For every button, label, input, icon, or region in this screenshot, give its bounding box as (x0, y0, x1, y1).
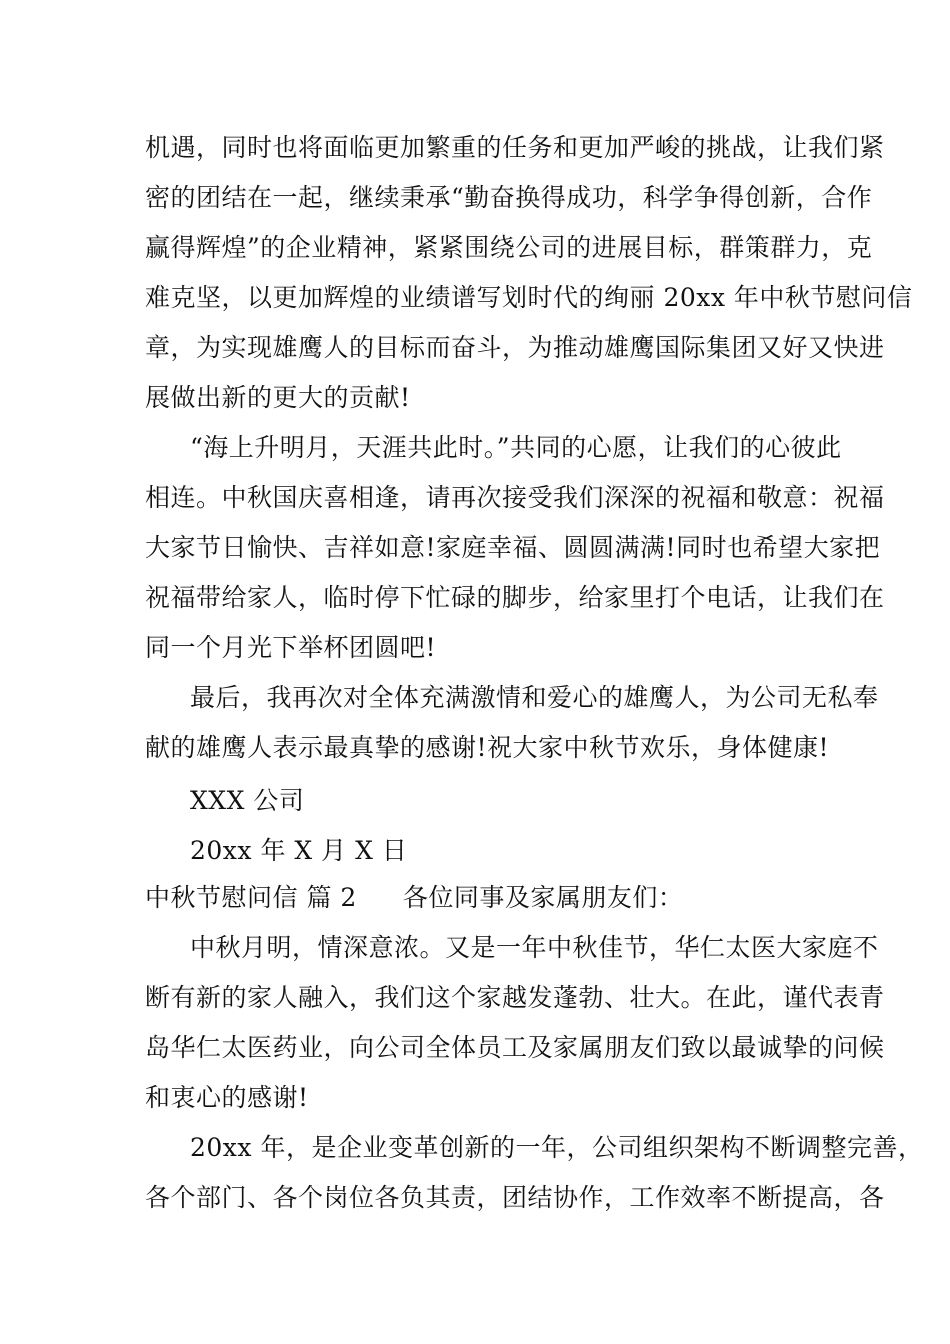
paragraph-line: 最后，我再次对全体充满激情和爱心的雄鹰人，为公司无私奉 (190, 683, 879, 712)
paragraph-line: 难克坚，以更加辉煌的业绩谱写划时代的绚丽 20xx 年中秋节慰问信 (145, 283, 913, 312)
paragraph-line: 机遇，同时也将面临更加繁重的任务和更加严峻的挑战，让我们紧 (145, 133, 885, 162)
salutation: 各位同事及家属朋友们： (402, 883, 684, 912)
paragraph-line: 岛华仁太医药业，向公司全体员工及家属朋友们致以最诚挚的问候 (145, 1033, 885, 1062)
paragraph-line: 密的团结在一起，继续秉承“勤奋换得成功，科学争得创新，合作 (145, 183, 873, 212)
paragraph-line: 断有新的家人融入，我们这个家越发蓬勃、壮大。在此，谨代表青 (145, 983, 885, 1012)
paragraph-line: 中秋月明，情深意浓。又是一年中秋佳节，华仁太医大家庭不 (190, 933, 879, 962)
paragraph-line: 大家节日愉快、吉祥如意!家庭幸福、圆圆满满!同时也希望大家把 (145, 533, 881, 562)
signature-date: 20xx 年 X 月 X 日 (190, 836, 408, 865)
signature-company: XXX 公司 (190, 786, 305, 815)
paragraph-line: 祝福带给家人，临时停下忙碌的脚步，给家里打个电话，让我们在 (145, 583, 885, 612)
paragraph-line: 献的雄鹰人表示最真挚的感谢!祝大家中秋节欢乐，身体健康! (145, 733, 830, 762)
paragraph-line: 章，为实现雄鹰人的目标而奋斗，为推动雄鹰国际集团又好又快进 (145, 333, 885, 362)
paragraph-line: 展做出新的更大的贡献! (145, 383, 411, 412)
paragraph-line: 20xx 年，是企业变革创新的一年，公司组织架构不断调整完善， (190, 1133, 924, 1162)
section-heading-row (145, 881, 835, 915)
paragraph-line: “海上升明月，天涯共此时。”共同的心愿，让我们的心彼此 (190, 433, 842, 462)
paragraph-line: 各个部门、各个岗位各负其责，团结协作，工作效率不断提高，各 (145, 1183, 885, 1212)
paragraph-line: 和衷心的感谢! (145, 1083, 309, 1112)
section-heading: 中秋节慰问信 篇 2 (145, 883, 357, 912)
paragraph-line: 相连。中秋国庆喜相逢，请再次接受我们深深的祝福和敬意：祝福 (145, 483, 885, 512)
paragraph-line: 赢得辉煌”的企业精神，紧紧围绕公司的进展目标，群策群力，克 (145, 233, 873, 262)
paragraph-line: 同一个月光下举杯团圆吧! (145, 633, 437, 662)
